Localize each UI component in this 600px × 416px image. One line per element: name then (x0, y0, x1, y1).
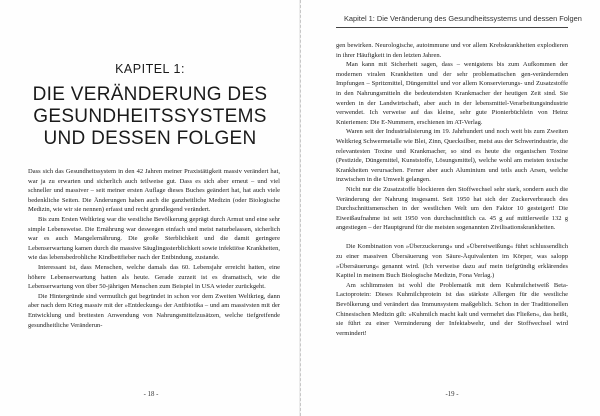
paragraph: Die Kombination von »Überzuckerung« und »Übereiweißung« führt schlussendlich zu einer massiven Übersäuerung von Säure-Äquivalenten im Körper, was salopp »Übersäuerung« genannt wird. (Ich verweise dazu auf mein tiefgründig erklärendes Kapitel in meinem Buch Biologische Medizin, Fona Verlag.) (336, 243, 568, 280)
paragraph: Am schlimmsten ist wohl die Problematik mit dem Kuhmilcheiweiß Beta-Lactoprotein: Dieses Kuhmilchprotein ist das stärkste Allergen für die westliche Bevölkerung und verändert das Immunsystem maßgeblich. Schon in der Traditionellen Chinesischen Medizin gilt: »Kuhmilch macht kalt und vermehrt das Fließen«, das heißt, sie führt zu einer Verminderung der Infektabwehr, und der Stoffwechsel wird vermindert! (336, 281, 568, 337)
paragraph: Waren seit der Industrialisierung im 19. Jahrhundert und noch weit bis zum Zweiten Weltkrieg Schwermetalle wie Blei, Zinn, Quecksilber, meist aus der Schwerindustrie, die relevantesten Toxine und Krankmacher, so sind es heute die organischen Toxine (Pestizide, Düngemittel, Kunststoffe, Lösungsmittel), welche wohl am meisten toxische Krankheiten verursachen. Ferner aber auch Aluminium und teils auch Arsen, welche inzwischen in die Umwelt gelangen. (336, 128, 568, 184)
paragraph: Interessant ist, dass Menschen, welche damals das 60. Lebensjahr erreicht hatten, eine höhere Lebenserwartung hatten als heute. Gerade zurzeit ist es dramatisch, wie die Lebenserwartung von über 50-jährigen Menschen zum Beispiel in USA wieder zurückgeht. (28, 263, 280, 291)
paragraph: Bis zum Ersten Weltkrieg war die westliche Bevölkerung geprägt durch Armut und eine sehr simple Lebensweise. Die Ernährung war deswegen einfach und meist naturbelassen, sicherlich war es auch Mangelernährung. Die große Sterblichkeit und die damit geringere Lebenserwartung kamen durch die massive Säuglingssterblichkeit sowie infektiöse Krankheiten, wie das lebensbedrohliche Kindbettfieber nach der Entbindung, zustande. (28, 215, 280, 262)
page-number-left: - 18 - (143, 391, 159, 398)
paragraph: Die Hintergründe sind vermutlich gut begründet in schon vor dem Zweiten Weltkrieg, dann aber nach dem Krieg massiv mit der »Entdeckung« der Antibiotika – und am massivsten mit der Entwicklung und breitesten Anwendung von Nahrungsmittelzusätzen, welche tiefgreifende gesundheitliche Veränderun- (28, 292, 280, 329)
right-body-text (336, 41, 568, 338)
paragraph: gen bewirken. Neurologische, autoimmune und vor allem Krebskrankheiten explodieren in ihrer Häufigkeit in den letzten Jahren. (336, 42, 568, 59)
paragraph: Man kann mit Sicherheit sagen, dass – wenigstens bis zum Aufkommen der modernen viralen Krankheiten und der sehr problematischen gen-verändernden Impfungen – Spritzmittel, Düngemittel und vor allem Konservierungs- und Zusatzstoffe in den Nahrungsmitteln die bedeutendsten Krankmacher der heutigen Zeit sind. Sie werden in der Landwirtschaft, aber auch in der lebensmittel-Verarbeitungsindustrie verwendet. Ich verweise auf das kleine, sehr gute Pionierbüchlein von Heinz Knieriemen: Die E-Nummern, erschienen im AT-Verlag. (336, 61, 568, 126)
running-head: Kapitel 1: Die Veränderung des Gesundheitssystems und dessen Folgen (344, 14, 582, 23)
paragraph: Dass sich das Gesundheitssystem in den 42 Jahren meiner Praxistätigkeit massiv verändert hat, war ja zu erwarten und sicherlich auch teilweise gut. Dass es sich aber erneut – und viel schneller und massiver – seit meiner ersten Auflage dieses Buches geändert hat, hat auch viele bedenkliche Seiten. Die Änderungen haben auch die ganzheitliche Medizin (oder Biologische Medizin, wie wir sie nennen) erfasst und recht grundlegend verändert. (28, 168, 280, 214)
chapter-title-line: DIE VERÄNDERUNG DES (32, 84, 268, 105)
running-head-rule (336, 27, 568, 28)
left-body-text (28, 167, 280, 330)
chapter-title-line: GESUNDHEITSSYSTEMS (33, 106, 267, 127)
paragraph: Nicht nur die Zusatzstoffe blockieren den Stoffwechsel sehr stark, sondern auch die Veränderung der Nahrung insgesamt. Seit 1950 hat sich der Zuckerverbrauch des Durchschnittsmenschen in der westlichen Welt um den Faktor 10 gesteigert! Die Eiweißaufnahme ist seit 1950 von durchschnittlich ca. 45 g auf mittlerweile 132 g angestiegen – der Hauptgrund für die meisten sogenannten Zivilisationskrankheiten. (336, 185, 568, 232)
chapter-title-line: UND DESSEN FOLGEN (43, 128, 257, 149)
chapter-label: KAPITEL 1: (115, 62, 185, 76)
chapter-title (14, 84, 286, 150)
page-number-right: -19 - (445, 391, 459, 398)
